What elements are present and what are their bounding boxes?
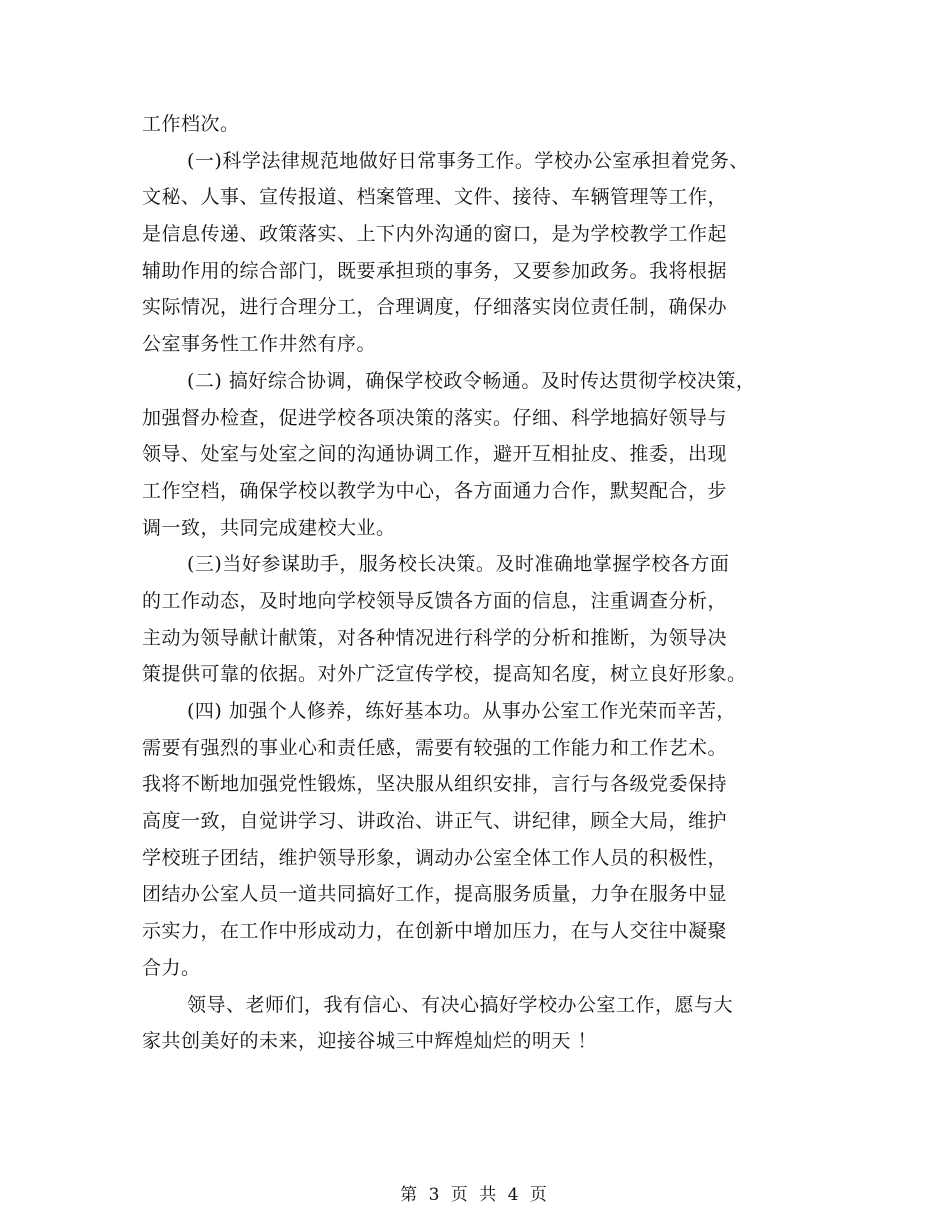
text-line: 是信息传递、政策落实、上下内外沟通的窗口，是为学校教学工作起 (142, 223, 728, 246)
text-line: 家共创美好的未来，迎接谷城三中辉煌灿烂的明天 ！ (142, 1030, 598, 1053)
text-line: (四) 加强个人修养，练好基本功。从事办公室工作光荣而辛苦， (187, 700, 736, 722)
text-line: 实际情况，进行合理分工，合理调度，仔细落实岗位责任制，确保办 (142, 296, 728, 319)
text-line: 领导、老师们，我有信心、有决心搞好学校办公室工作，愿与大 (187, 993, 734, 1016)
text-line: 公室事务性工作井然有序。 (142, 333, 377, 356)
text-line: 策提供可靠的依据。对外广泛宣传学校，提高知名度，树立良好形象。 (142, 663, 747, 686)
page-footer: 第 3 页 共 4 页 (400, 1185, 550, 1205)
text-line: 工作空档，确保学校以教学为中心，各方面通力合作，默契配合，步 (142, 479, 728, 502)
text-line: 高度一致，自觉讲学习、讲政治、讲正气、讲纪律，顾全大局，维护 (142, 810, 728, 833)
text-line: 辅助作用的综合部门，既要承担琐的事务，又要参加政务。我将根据 (142, 259, 728, 282)
text-line: 调一致，共同完成建校大业。 (142, 516, 396, 539)
text-line: 需要有强烈的事业心和责任感，需要有较强的工作能力和工作艺术。 (142, 736, 728, 759)
document-body (142, 106, 832, 1060)
text-line: 工作档次。 (142, 113, 240, 135)
text-line: (二) 搞好综合协调，确保学校政令畅通。及时传达贯彻学校决策， (187, 369, 756, 392)
text-line: 学校班子团结，维护领导形象，调动办公室全体工作人员的积极性， (142, 846, 728, 869)
text-line: 主动为领导献计献策，对各种情况进行科学的分析和推断，为领导决 (142, 626, 728, 649)
text-line: 示实力，在工作中形成动力，在创新中增加压力，在与人交往中凝聚 (142, 920, 728, 943)
text-line: 的工作动态，及时地向学校领导反馈各方面的信息，注重调查分析， (142, 589, 728, 612)
text-line: 加强督办检查，促进学校各项决策的落实。仔细、科学地搞好领导与 (142, 406, 728, 429)
text-line: 文秘、人事、宣传报道、档案管理、文件、接待、车辆管理等工作， (142, 186, 728, 209)
text-line: (一)科学法律规范地做好日常事务工作。学校办公室承担着党务、 (187, 149, 749, 172)
text-line: 合力。 (142, 956, 201, 979)
text-line: 团结办公室人员一道共同搞好工作，提高服务质量，力争在服务中显 (142, 883, 728, 906)
text-line: 我将不断地加强党性锻炼，坚决服从组织安排，言行与各级党委保持 (142, 773, 728, 796)
text-line: 领导、处室与处室之间的沟通协调工作，避开互相扯皮、推委，出现 (142, 443, 728, 466)
text-line: (三)当好参谋助手，服务校长决策。及时准确地掌握学校各方面 (187, 553, 730, 576)
